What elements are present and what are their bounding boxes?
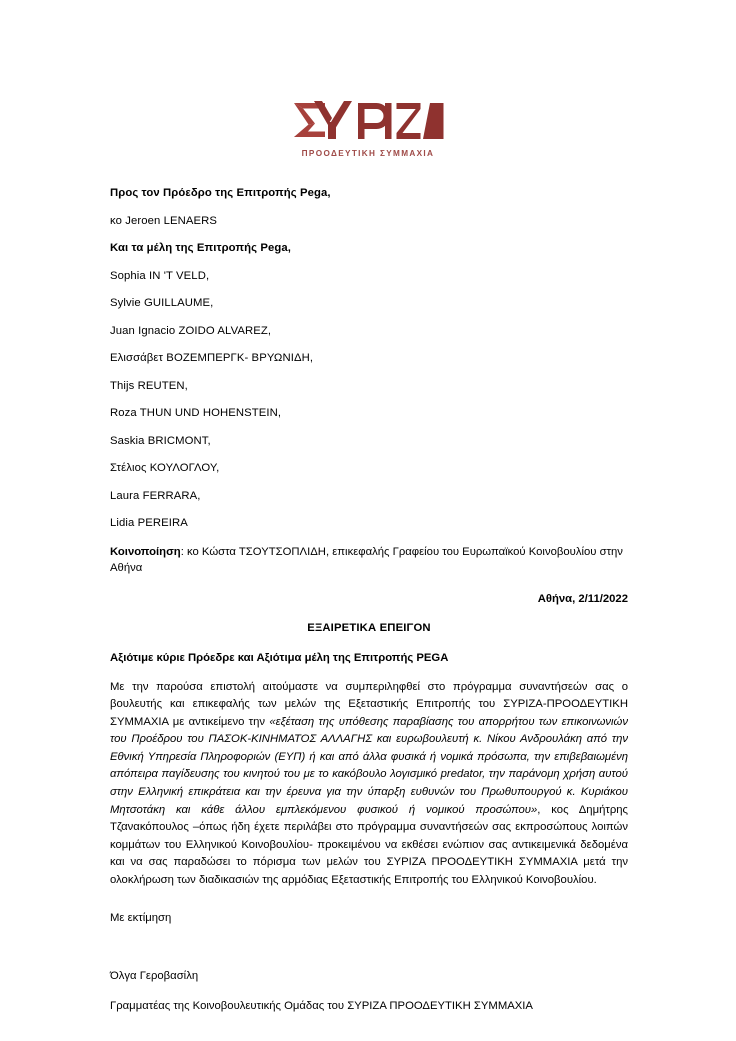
- body-part-1: Με την παρούσα επιστολή αιτούμαστε να συμπεριληφθεί στο πρόγραμμα συναντήσεών σας ο βουλευτής και επικεφαλής των μελών της Εξεταστικής Επιτροπής του ΣΥΡΙΖΑ-ΠΡΟΟΔΕΥΤΙΚΗ ΣΥΜΜΑΧΙΑ με αντικείμενο την: [110, 680, 628, 728]
- signature-name: Όλγα Γεροβασίλη: [110, 969, 199, 982]
- notification-line: [110, 544, 628, 576]
- member-name: Στέλιος ΚΟΥΛΟΓΛΟΥ,: [110, 462, 220, 474]
- addressee-president: Προς τον Πρόεδρο της Επιτροπής Pega,: [110, 187, 331, 199]
- date-line: Αθήνα, 2/11/2022: [537, 592, 628, 605]
- member-name: Juan Ignacio ZOIDO ALVAREZ,: [110, 324, 272, 337]
- syriza-wordmark-icon: [292, 96, 444, 142]
- syriza-logo-tagline: ΠΡΟΟΔΕΥΤΙΚΗ ΣΥΜΜΑΧΙΑ: [301, 149, 435, 158]
- member-name: Sophia IN 'T VELD,: [110, 269, 210, 282]
- member-name: Lidia PEREIRA: [110, 517, 188, 529]
- body-paragraph: [110, 679, 628, 890]
- notification-label: Κοινοποίηση: [110, 545, 181, 558]
- syriza-logo: [0, 96, 736, 158]
- member-name: Thijs REUTEN,: [110, 379, 188, 392]
- addressee-president-name: κο Jeroen LENAERS: [110, 214, 218, 227]
- closing-line: Με εκτίμηση: [110, 911, 172, 924]
- letter-content: [110, 186, 628, 1014]
- member-name: Sylvie GUILLAUME,: [110, 297, 214, 309]
- notification-text: : κο Κώστα ΤΣΟΥΤΣΟΠΛΙΔΗ, επικεφαλής Γραφείου του Ευρωπαϊκού Κοινοβουλίου στην Αθήνα: [110, 545, 623, 574]
- body-quote-italic: «εξέταση της υπόθεσης παραβίασης του απορρήτου των επικοινωνιών του Προέδρου του ΠΑΣΟΚ-ΚΙΝΗΜΑΤΟΣ ΑΛΛΑΓΗΣ και ευρωβουλευτή κ. Νίκου Ανδρουλάκη από την Εθνική Υπηρεσία Πληροφοριών (ΕΥΠ) ή και από άλλα φυσικά ή νομικά πρόσωπα, την επιβεβαιωμένη απόπειρα παγίδευσης του κινητού του με το κακόβουλο λογισμικό predator, την παράνομη χρήση αυτού στην Ελληνική επικράτεια και την έρευνα για την ύπαρξη ευθυνών του Πρωθυπουργού κ. Κυριάκου Μητσοτάκη και κάθε άλλου εμπλεκόμενου φυσικού ή νομικού προσώπου»: [110, 715, 628, 816]
- member-name: Saskia BRICMONT,: [110, 434, 211, 447]
- member-name: Laura FERRARA,: [110, 489, 201, 502]
- signature-role: Γραμματέας της Κοινοβουλευτικής Ομάδας του ΣΥΡΙΖΑ ΠΡΟΟΔΕΥΤΙΚΗ ΣΥΜΜΑΧΙΑ: [110, 999, 533, 1012]
- member-name: Ελισσάβετ ΒΟΖΕΜΠΕΡΓΚ- ΒΡΥΩΝΙΔΗ,: [110, 352, 314, 364]
- salutation: Αξιότιμε κύριε Πρόεδρε και Αξιότιμα μέλη της Επιτροπής PEGA: [110, 651, 449, 664]
- addressee-members-heading: Και τα μέλη της Επιτροπής Pega,: [110, 242, 291, 254]
- body-part-2: , κος Δημήτρης Τζανακόπουλος –όπως ήδη έχετε περιλάβει στο πρόγραμμα συναντήσεών σας εκπροσώπους λοιπών κομμάτων του Ελληνικού Κοινοβουλίου- προκειμένου να εκθέσει ενώπιον σας αντικειμενικά δεδομένα και να σας παραδώσει το πόρισμα των μελών του ΣΥΡΙΖΑ ΠΡΟΟΔΕΥΤΙΚΗ ΣΥΜΜΑΧΙΑ μετά την ολοκλήρωση των διαδικασιών της αρμόδιας Εξεταστικής Επιτροπής του Ελληνικού Κοινοβουλίου.: [110, 803, 628, 887]
- urgent-notice: ΕΞΑΙΡΕΤΙΚΑ ΕΠΕΙΓΟΝ: [307, 621, 431, 634]
- member-name: Roza THUN UND HOHENSTEIN,: [110, 407, 282, 419]
